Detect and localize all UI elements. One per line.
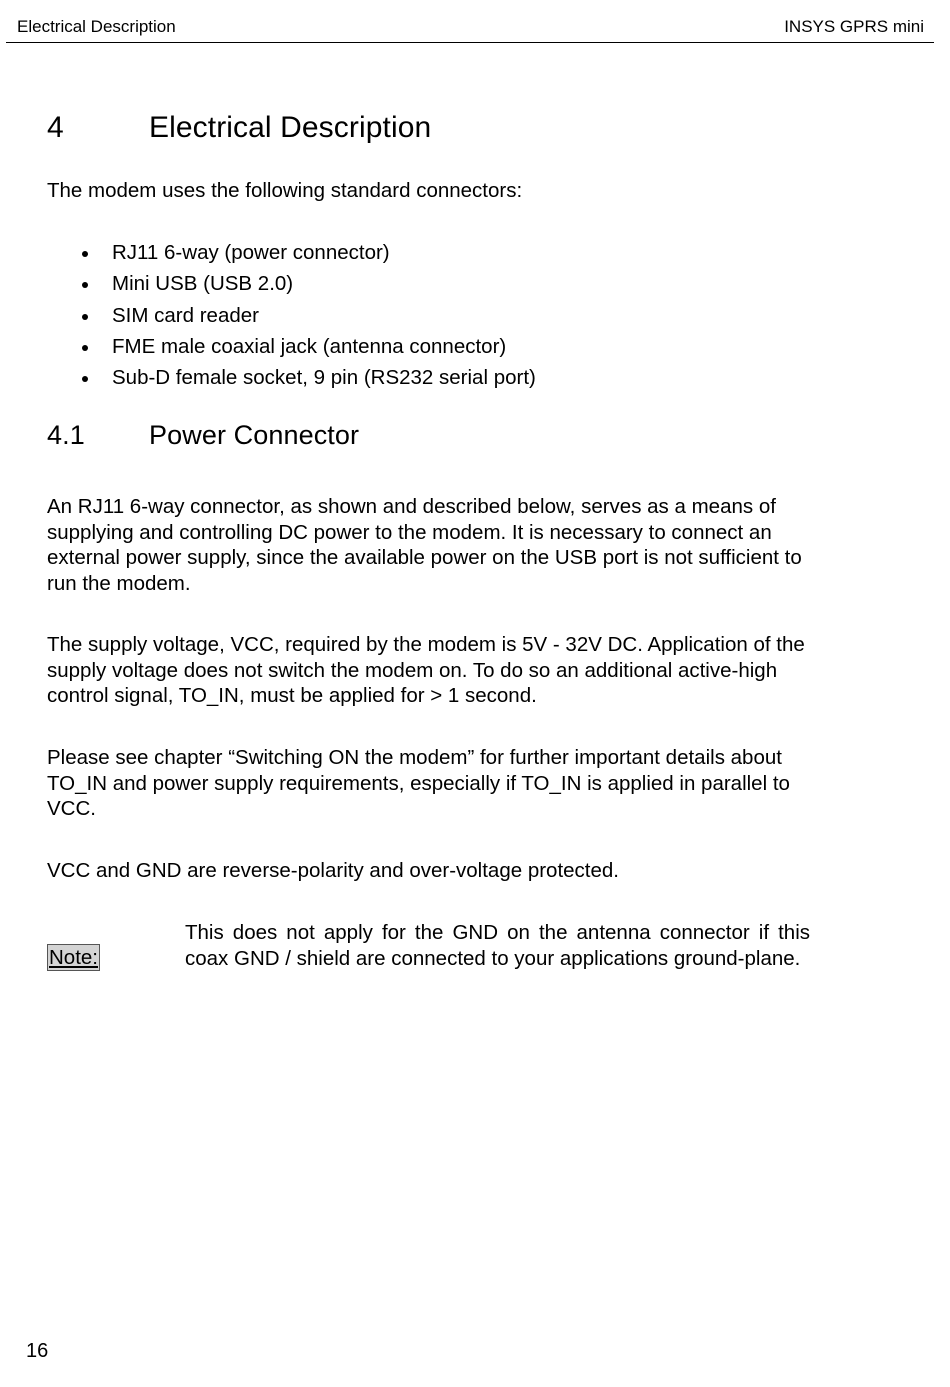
section-title: Electrical Description [149,111,432,144]
connector-list [80,240,536,396]
list-item-text: Sub-D female socket, 9 pin (RS232 serial port) [112,366,536,390]
list-item [80,303,536,334]
list-item-text: Mini USB (USB 2.0) [112,272,294,296]
bullet-icon [82,282,88,288]
list-item-text: FME male coaxial jack (antenna connector) [112,334,507,358]
list-item [80,240,536,271]
page-number: 16 [26,1340,49,1362]
body-paragraph: VCC and GND are reverse-polarity and over-voltage protected. [47,859,619,882]
body-paragraph: An RJ11 6-way connector, as shown and described below, serves as a means of supplying and controlling DC power to the modem. It is necessary to connect an external power supply, since the available power on the USB port is not sufficient to run the modem. [47,495,802,595]
note-text: This does not apply for the GND on the antenna connector if this coax GND / shield are connected to your applications ground-plane. [185,921,810,970]
list-item [80,365,536,396]
header-product-name: INSYS GPRS mini [784,17,924,36]
bullet-icon [82,314,88,320]
list-item [80,271,536,302]
bullet-icon [82,251,88,257]
section-number: 4 [47,111,64,144]
list-item-text: RJ11 6-way (power connector) [112,241,390,264]
subsection-number: 4.1 [47,420,85,450]
list-item-text: SIM card reader [112,303,259,327]
subsection-title: Power Connector [149,420,360,450]
intro-paragraph: The modem uses the following standard connectors: [47,179,523,202]
running-header [6,14,934,43]
list-item [80,334,536,365]
bullet-icon [82,376,88,382]
note-label: Note: [49,946,98,969]
body-paragraph: Please see chapter “Switching ON the modem” for further important details about TO_IN and power supply requirements, especially if TO_IN is applied in parallel to VCC. [47,746,790,820]
bullet-icon [82,345,88,351]
body-paragraph: The supply voltage, VCC, required by the modem is 5V - 32V DC. Application of the supply voltage does not switch the modem on. To do so an additional active-high control signal, TO_IN, must be applied for > 1 second. [47,633,805,707]
header-chapter-title: Electrical Description [17,17,176,36]
